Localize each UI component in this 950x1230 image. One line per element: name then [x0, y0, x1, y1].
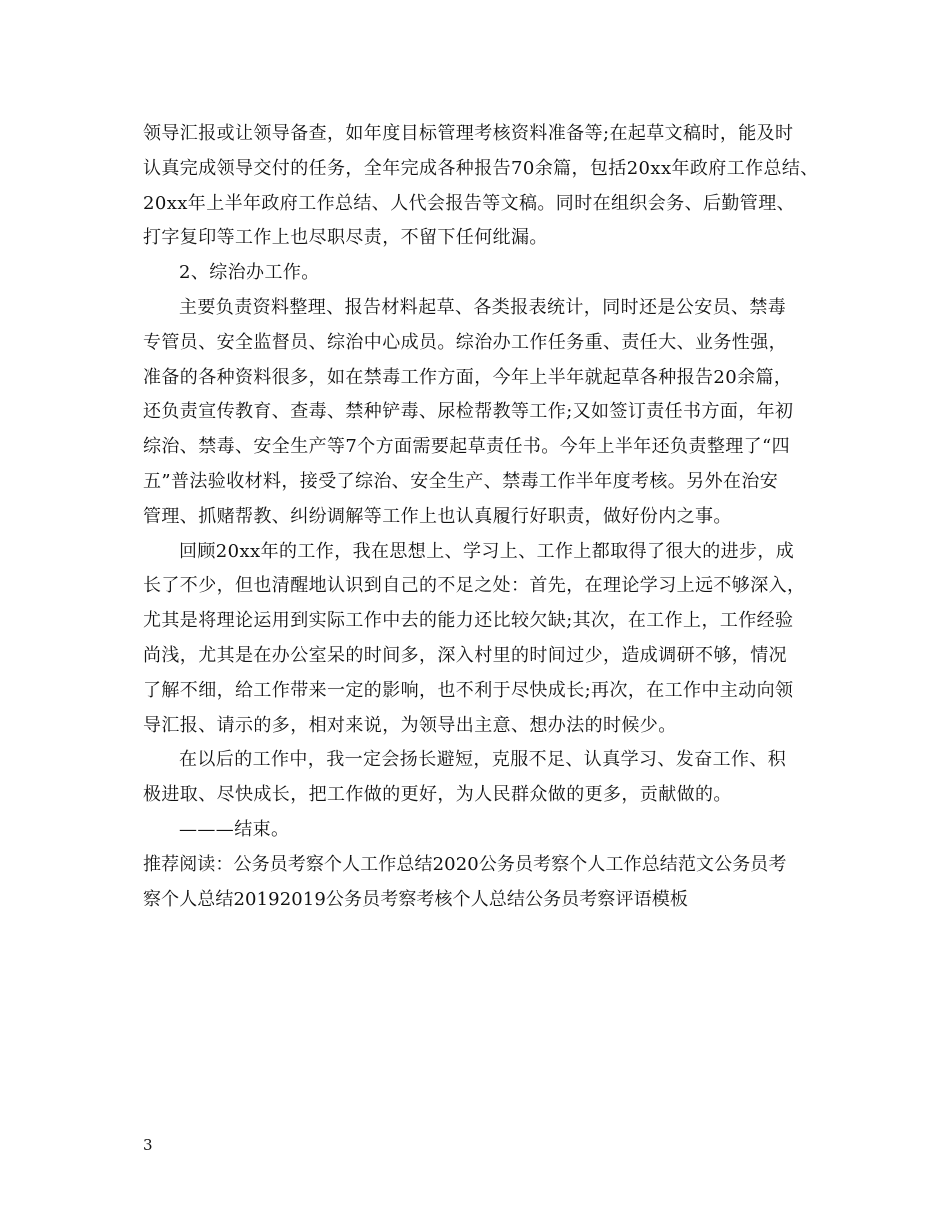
text-line: 极进取、尽快成长，把工作做的更好，为人民群众做的更多，贡献做的。: [143, 784, 732, 806]
text-line: 长了不少，但也清醒地认识到自己的不足之处：首先，在理论学习上远不够深入，: [143, 575, 806, 597]
text-line: 回顾20xx年的工作，我在思想上、学习上、工作上都取得了很大的进步，成: [179, 540, 795, 562]
text-line: 在以后的工作中，我一定会扬长避短，克服不足、认真学习、发奋工作、积: [179, 749, 787, 771]
text-line: 管理、抓赌帮教、纠纷调解等工作上也认真履行好职责，做好份内之事。: [143, 505, 732, 527]
text-line: 领导汇报或让领导备查，如年度目标管理考核资料准备等;在起草文稿时，能及时: [143, 123, 794, 144]
text-line: 专管员、安全监督员、综治中心成员。综治办工作任务重、责任大、业务性强，: [143, 331, 787, 353]
text-line: 认真完成领导交付的任务，全年完成各种报告70余篇，包括20xx年政府工作总结、: [143, 157, 819, 179]
text-line: 主要负责资料整理、报告材料起草、各类报表统计，同时还是公安员、禁毒: [179, 296, 787, 318]
text-line: 打字复印等工作上也尽职尽责，不留下任何纰漏。: [143, 227, 548, 249]
text-line: 还负责宣传教育、查毒、禁种铲毒、尿检帮教等工作;又如签订责任书方面，年初: [143, 401, 794, 423]
text-line: 综治、禁毒、安全生产等7个方面需要起草责任书。今年上半年还负责整理了“四: [143, 436, 791, 458]
text-line: 尤其是将理论运用到实际工作中去的能力还比较欠缺;其次，在工作上，工作经验: [143, 610, 794, 632]
closing-line: ———结束。: [179, 818, 290, 840]
text-line: 20xx年上半年政府工作总结、人代会报告等文稿。同时在组织会务、后勤管理、: [143, 192, 796, 214]
document-body: [143, 117, 833, 917]
page-number: 3: [143, 1136, 153, 1154]
text-line: 了解不细，给工作带来一定的影响，也不利于尽快成长;再次，在工作中主动向领: [143, 679, 794, 701]
recommended-reading: 推荐阅读：公务员考察个人工作总结2020公务员考察个人工作总结范文公务员考: [143, 853, 787, 875]
section-heading: 2、综治办工作。: [179, 262, 320, 284]
text-line: 尚浅，尤其是在办公室呆的时间多，深入村里的时间过少，造成调研不够，情况: [143, 644, 787, 666]
recommended-reading: 察个人总结20192019公务员考察考核个人总结公务员考察评语模板: [143, 888, 688, 910]
text-line: 导汇报、请示的多，相对来说，为领导出主意、想办法的时候少。: [143, 714, 677, 736]
text-line: 五”普法验收材料，接受了综治、安全生产、禁毒工作半年度考核。另外在治安: [143, 470, 779, 492]
text-line: 准备的各种资料很多，如在禁毒工作方面，今年上半年就起草各种报告20余篇，: [143, 366, 793, 388]
